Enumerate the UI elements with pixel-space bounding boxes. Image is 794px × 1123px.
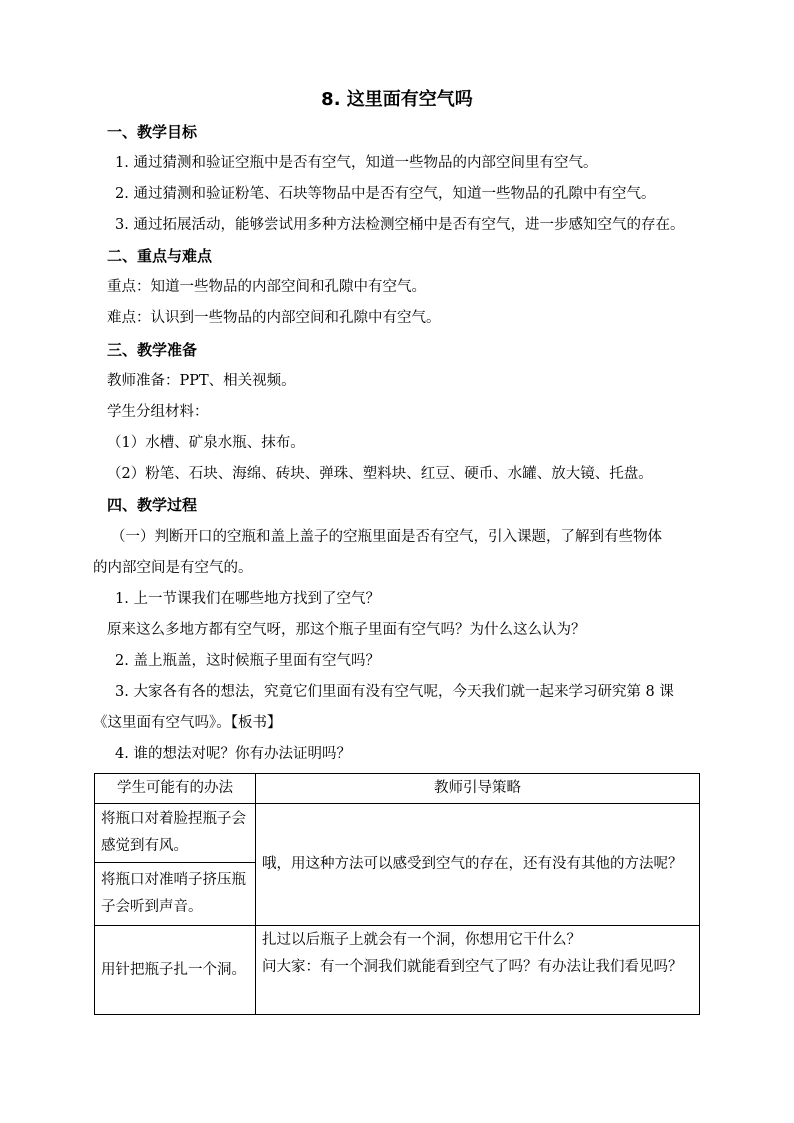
table-cell-strategy: 哦，用这种方法可以感受到空气的存在，还有没有其他的方法呢？ <box>256 804 700 926</box>
process-item: 4. 谁的想法对呢？你有办法证明吗？ <box>115 746 351 762</box>
section-heading-goals: 一、教学目标 <box>107 123 198 141</box>
table-header-methods: 学生可能有的办法 <box>95 774 256 804</box>
goal-item: 3. 通过拓展活动，能够尝试用多种方法检测空桶中是否有空气，进一步感知空气的存在。 <box>115 217 685 233</box>
goal-item: 1. 通过猜测和验证空瓶中是否有空气，知道一些物品的内部空间里有空气。 <box>115 155 598 171</box>
section-heading-key-points: 二、重点与难点 <box>107 247 213 265</box>
section-heading-prep: 三、教学准备 <box>107 341 198 359</box>
section-heading-process: 四、教学过程 <box>107 496 198 514</box>
process-item-continued: 《这里面有空气吗》。【板书】 <box>93 715 282 731</box>
process-item: 3. 大家各有各的想法，究竟它们里面有没有空气呢，今天我们就一起来学习研究第 8 课 <box>115 684 674 700</box>
table-cell-method: 将瓶口对着脸捏瓶子会感觉到有风。 <box>95 804 256 863</box>
key-point-item: 重点：知道一些物品的内部空间和孔隙中有空气。 <box>107 279 426 295</box>
prep-item: 教师准备：PPT、相关视频。 <box>107 373 296 389</box>
table-header-row <box>95 774 700 804</box>
prep-item: （2）粉笔、石块、海绵、砖块、弹珠、塑料块、红豆、硬币、水罐、放大镜、托盘。 <box>107 466 653 482</box>
table-row <box>95 804 700 863</box>
prep-item: 学生分组材料： <box>107 404 209 420</box>
table-cell-method: 用针把瓶子扎一个洞。 <box>95 926 256 1015</box>
process-item: 2. 盖上瓶盖，这时候瓶子里面有空气吗？ <box>115 653 380 669</box>
process-item: 1. 上一节课我们在哪些地方找到了空气？ <box>115 591 380 607</box>
process-intro: （一）判断开口的空瓶和盖上盖子的空瓶里面是否有空气，引入课题，了解到有些物体 <box>111 529 662 545</box>
page-title: 8. 这里面有空气吗 <box>321 89 473 110</box>
strategy-table <box>94 773 700 1015</box>
prep-item: （1）水槽、矿泉水瓶、抹布。 <box>107 435 305 451</box>
strategy-line: 问大家：有一个洞我们就能看到空气了吗？有办法让我们看见吗？ <box>262 959 683 975</box>
table-cell-strategy <box>256 926 700 1015</box>
key-point-item: 难点：认识到一些物品的内部空间和孔隙中有空气。 <box>107 310 441 326</box>
table-header-strategy: 教师引导策略 <box>256 774 700 804</box>
goal-item: 2. 通过猜测和验证粉笔、石块等物品中是否有空气，知道一些物品的孔隙中有空气。 <box>115 186 656 202</box>
process-intro-continued: 的内部空间是有空气的。 <box>93 560 253 576</box>
table-row <box>95 926 700 1015</box>
process-item: 原来这么多地方都有空气呀，那这个瓶子里面有空气吗？为什么这么认为？ <box>107 622 586 638</box>
strategy-line: 扎过以后瓶子上就会有一个洞，你想用它干什么？ <box>262 932 581 948</box>
table-cell-method: 将瓶口对准哨子挤压瓶子会听到声音。 <box>95 863 256 926</box>
